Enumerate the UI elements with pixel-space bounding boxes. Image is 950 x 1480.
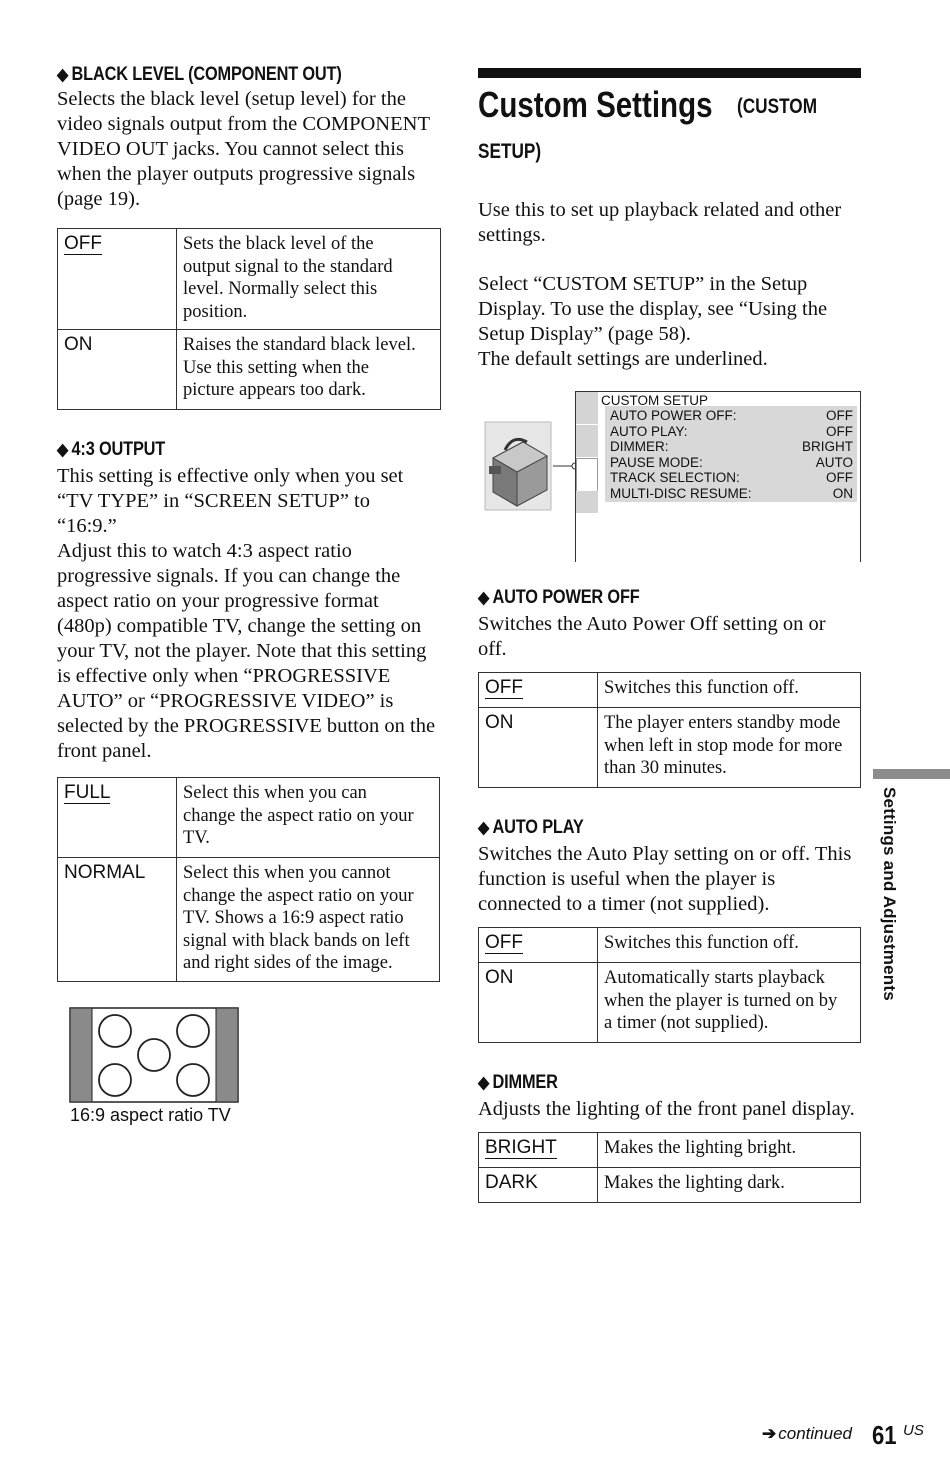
table-row	[479, 673, 861, 708]
option-key: ON	[479, 708, 598, 788]
table-row	[479, 1168, 861, 1203]
option-description: Makes the lighting dark.	[598, 1168, 861, 1203]
option-key: NORMAL	[58, 858, 177, 982]
black-level-options-table	[57, 228, 441, 410]
tv-16-9-figure	[69, 1007, 241, 1105]
option-key: OFF	[479, 673, 598, 708]
page-suffix: US	[903, 1422, 924, 1439]
screen-row: AUTO PLAY: OFF	[610, 424, 853, 439]
option-key: OFF	[479, 928, 598, 963]
menu-tab	[576, 425, 598, 458]
auto-power-off-heading: ◆ AUTO POWER OFF	[478, 587, 640, 608]
diamond-icon: ◆	[57, 440, 69, 459]
diamond-icon: ◆	[478, 1073, 490, 1092]
diamond-icon: ◆	[478, 818, 490, 837]
menu-tab-selected	[576, 458, 598, 492]
intro-text: Use this to set up playback related and other settings.	[478, 199, 842, 246]
black-level-description: Selects the black level (setup level) for the video signals output from the COMPONENT VIDEO OUT jacks. You cannot select this when the player outputs progressive signals (page 19).	[57, 88, 430, 210]
output43-options-table	[57, 777, 440, 982]
option-key: FULL	[58, 778, 177, 858]
diamond-icon: ◆	[57, 65, 69, 84]
option-description: Select this when you cannot change the aspect ratio on your TV. Shows a 16:9 aspect ratio signal with black bands on left and right sides of the image.	[177, 858, 440, 982]
auto-power-off-description: Switches the Auto Power Off setting on or off.	[478, 613, 826, 660]
output43-heading: ◆ 4:3 OUTPUT	[57, 439, 166, 460]
table-row	[58, 229, 441, 330]
dimmer-heading: ◆ DIMMER	[478, 1072, 558, 1093]
table-row	[479, 708, 861, 788]
screen-header: CUSTOM SETUP	[601, 393, 709, 408]
table-row	[58, 858, 440, 982]
menu-tab	[576, 392, 598, 425]
toolbox-icon	[483, 420, 553, 512]
continued-note: ➔ continued	[762, 1424, 852, 1443]
option-key: OFF	[58, 229, 177, 330]
auto-power-off-table	[478, 672, 861, 788]
page-number: 61	[872, 1420, 897, 1450]
table-row	[479, 1133, 861, 1168]
option-description: Automatically starts playback when the player is turned on by a timer (not supplied).	[598, 963, 861, 1043]
option-key: BRIGHT	[479, 1133, 598, 1168]
option-key: ON	[479, 963, 598, 1043]
table-row	[479, 963, 861, 1043]
table-row	[479, 928, 861, 963]
arrow-right-icon: ➔	[762, 1424, 777, 1443]
option-description: Sets the black level of the output signal to the standard level. Normally select this position.	[177, 229, 441, 330]
screen-row: MULTI-DISC RESUME: ON	[610, 486, 853, 501]
table-row	[58, 778, 440, 858]
auto-play-heading: ◆ AUTO PLAY	[478, 817, 584, 838]
option-key: DARK	[479, 1168, 598, 1203]
menu-tab	[576, 491, 598, 514]
screen-row: AUTO POWER OFF: OFF	[610, 408, 853, 423]
title-rule	[478, 68, 861, 78]
screen-row: TRACK SELECTION: OFF	[610, 470, 853, 485]
figure-caption: 16:9 aspect ratio TV	[70, 1105, 231, 1125]
dimmer-table	[478, 1132, 861, 1203]
option-description: Makes the lighting bright.	[598, 1133, 861, 1168]
option-description: Switches this function off.	[598, 673, 861, 708]
auto-play-description: Switches the Auto Play setting on or off. This function is useful when the player is connected to a timer (not supplied).	[478, 843, 852, 915]
section-tab-bar	[873, 769, 950, 779]
black-level-heading: ◆ BLACK LEVEL (COMPONENT OUT)	[57, 64, 342, 85]
intro-instructions: Select “CUSTOM SETUP” in the Setup Display. To use the display, see “Using the Setup Display” (page 58). The default settings are underlined.	[478, 273, 828, 370]
option-key: ON	[58, 330, 177, 410]
section-side-label: Settings and Adjustments	[880, 787, 899, 1001]
option-description: The player enters standby mode when left in stop mode for more than 30 minutes.	[598, 708, 861, 788]
auto-play-table	[478, 927, 861, 1043]
output43-description: This setting is effective only when you set “TV TYPE” in “SCREEN SETUP” to “16:9.” Adjust this to watch 4:3 aspect ratio progressive signals. If you can change the aspect ratio on your progressive format (480p) compatible TV, change the setting on your TV, not the player. Note that this setting is effective only when “PROGRESSIVE AUTO” or “PROGRESSIVE VIDEO” is selected by the PROGRESSIVE button on the front panel.	[57, 465, 436, 762]
dimmer-description: Adjusts the lighting of the front panel display.	[478, 1098, 855, 1120]
screen-row: PAUSE MODE: AUTO	[610, 455, 853, 470]
table-row	[58, 330, 441, 410]
screen-row: DIMMER: BRIGHT	[610, 439, 853, 454]
option-description: Select this when you can change the aspect ratio on your TV.	[177, 778, 440, 858]
diamond-icon: ◆	[478, 588, 490, 607]
option-description: Switches this function off.	[598, 928, 861, 963]
option-description: Raises the standard black level. Use this setting when the picture appears too dark.	[177, 330, 441, 410]
